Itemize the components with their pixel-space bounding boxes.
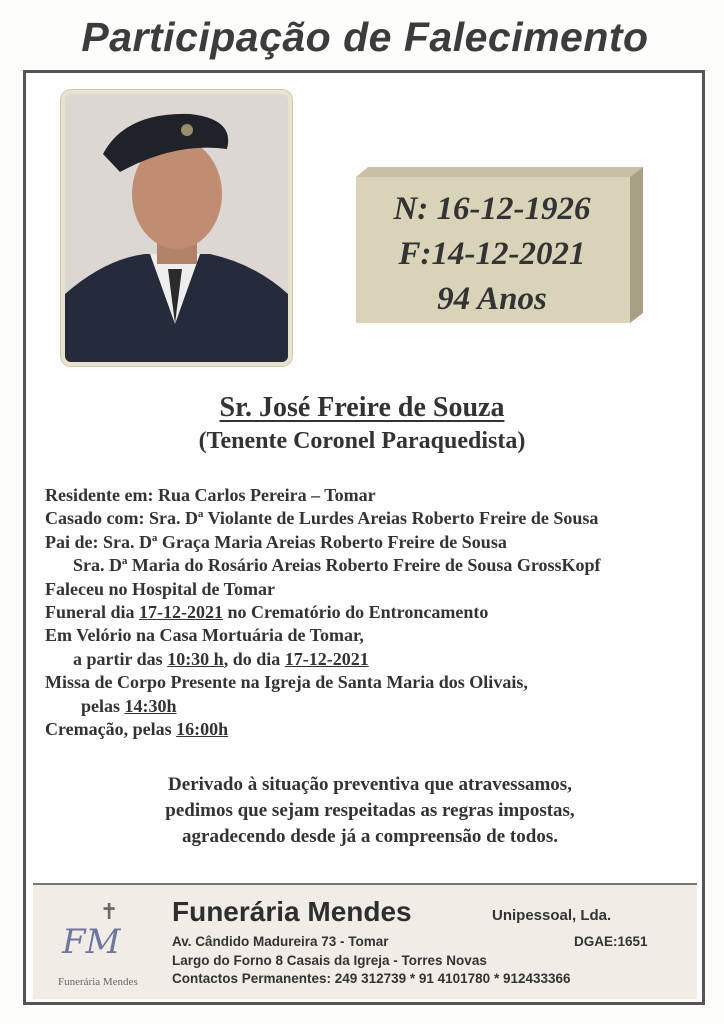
- cremation-time: 16:00h: [176, 719, 229, 740]
- mass-time: 14:30h: [124, 695, 177, 716]
- mass-line: Missa de Corpo Presente na Igreja de Santa Maria dos Olivais,: [45, 672, 528, 693]
- funeral-details: [45, 484, 705, 741]
- father-of-line-2: Sra. Dª Maria do Rosário Areias Roberto Freire de Sousa GrossKopf: [73, 555, 601, 576]
- portrait-photo: [61, 90, 292, 366]
- father-of-line-1: Pai de: Sra. Dª Graça Maria Areias Roberto Freire de Sousa: [45, 531, 507, 552]
- address-torres-novas: Largo do Forno 8 Casais da Igreja - Torres Novas: [172, 953, 487, 968]
- deceased-name: [0, 392, 724, 424]
- covid-notice: [0, 772, 724, 850]
- funeral-line: [45, 601, 705, 624]
- mass-time-line: [45, 695, 705, 718]
- died-at-line: Faleceu no Hospital de Tomar: [45, 578, 276, 599]
- cremation-line: [45, 718, 705, 741]
- funeral-suffix: no Crematório do Entroncamento: [223, 602, 489, 623]
- logo-name: Funerária Mendes: [58, 976, 138, 988]
- mass-prefix: pelas: [81, 695, 125, 716]
- page-title: Participação de Falecimento: [81, 14, 649, 60]
- deceased-rank: (Tenente Coronel Paraquedista): [198, 428, 526, 454]
- deceased-name-text: Sr. José Freire de Souza: [219, 392, 505, 423]
- wake-from-prefix: a partir das: [73, 648, 168, 669]
- spouse-line: Casado com: Sra. Dª Violante de Lurdes Areias Roberto Freire de Sousa: [45, 508, 599, 529]
- notice-line-2: pedimos que sejam respeitadas as regras impostas,: [165, 800, 575, 821]
- residence-line: Residente em: Rua Carlos Pereira – Tomar: [45, 485, 376, 505]
- wake-from-mid: , do dia: [223, 648, 285, 669]
- age: 94 Anos: [437, 281, 547, 317]
- birth-date: N: 16-12-1926: [393, 191, 591, 227]
- wake-date: 17-12-2021: [284, 648, 369, 669]
- dgae-number: DGAE:1651: [574, 934, 648, 949]
- wake-time-line: [45, 648, 705, 671]
- logo-monogram: FM: [62, 922, 121, 962]
- cross-icon: ✝: [100, 900, 119, 925]
- cremation-prefix: Cremação, pelas: [45, 719, 177, 740]
- dates-stone: [356, 167, 643, 323]
- notice-line-1: Derivado à situação preventiva que atravessamos,: [168, 774, 572, 795]
- company-suffix: Unipessoal, Lda.: [492, 907, 612, 924]
- notice-line-3: agradecendo desde já a compreensão de todos.: [182, 826, 558, 847]
- address-tomar: Av. Cândido Madureira 73 - Tomar: [172, 934, 389, 949]
- death-date: F:14-12-2021: [398, 236, 586, 272]
- contacts-line: Contactos Permanentes: 249 312739 * 91 4101780 * 912433366: [172, 971, 571, 986]
- funeral-prefix: Funeral dia: [45, 602, 140, 623]
- wake-line: Em Velório na Casa Mortuária de Tomar,: [45, 625, 364, 646]
- funeral-date: 17-12-2021: [139, 602, 224, 623]
- wake-time: 10:30 h: [167, 648, 224, 669]
- company-name: Funerária Mendes: [172, 896, 412, 927]
